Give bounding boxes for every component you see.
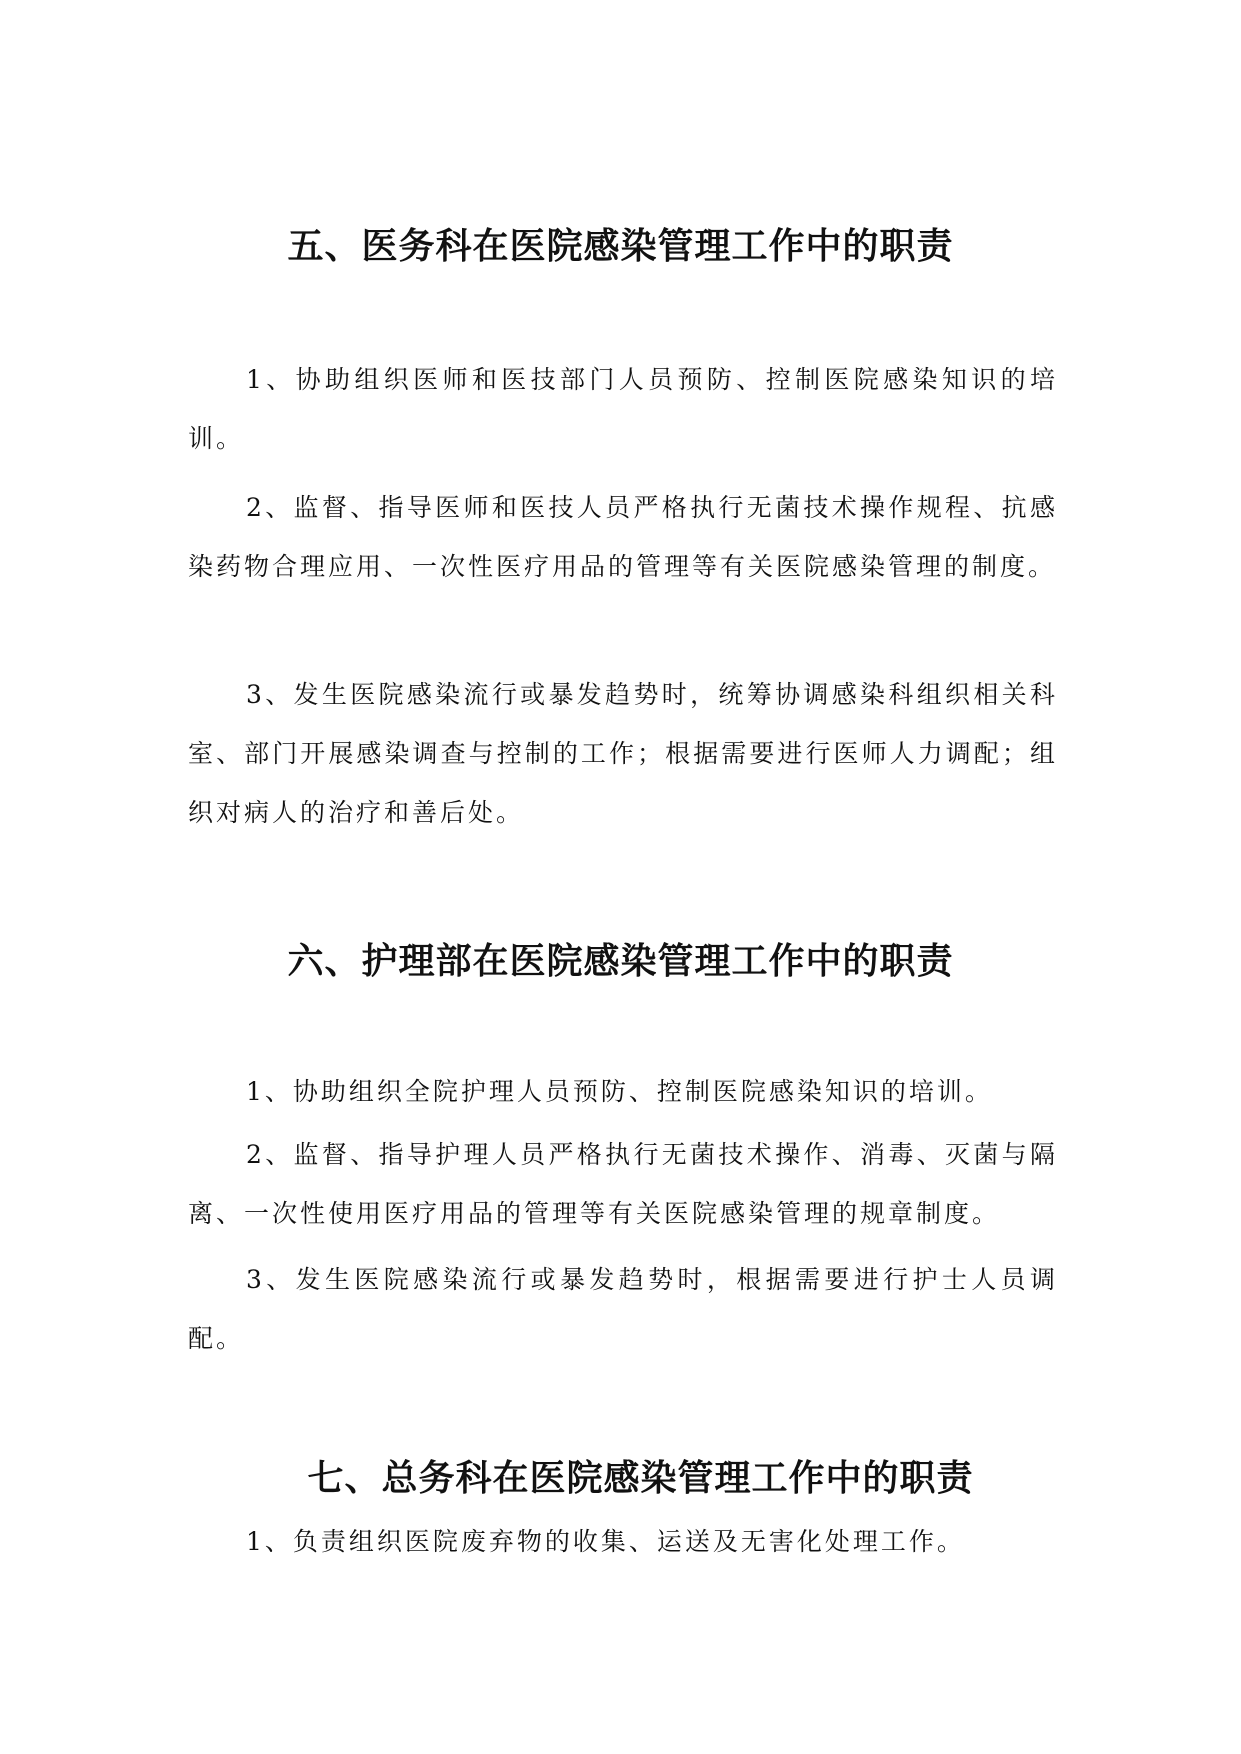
section-heading-6: 六、护理部在医院感染管理工作中的职责 bbox=[287, 941, 954, 982]
section-heading-7: 七、总务科在医院感染管理工作中的职责 bbox=[307, 1458, 974, 1499]
section-6-item-1: 1、协助组织全院护理人员预防、控制医院感染知识的培训。 bbox=[246, 1077, 993, 1106]
section-heading-5: 五、医务科在医院感染管理工作中的职责 bbox=[287, 226, 954, 267]
section-7-item-1: 1、负责组织医院废弃物的收集、运送及无害化处理工作。 bbox=[246, 1527, 965, 1556]
section-5-item-2: 2、监督、指导医师和医技人员严格执行无菌技术操作规程、抗感染药物合理应用、一次性医疗用品的管理等有关医院感染管理的制度。 bbox=[188, 493, 1058, 581]
section-5-item-1: 1、协助组织医师和医技部门人员预防、控制医院感染知识的培训。 bbox=[188, 365, 1058, 453]
section-6-item-3: 3、发生医院感染流行或暴发趋势时，根据需要进行护士人员调配。 bbox=[188, 1265, 1058, 1353]
section-5-item-3: 3、发生医院感染流行或暴发趋势时，统筹协调感染科组织相关科室、部门开展感染调查与控制的工作；根据需要进行医师人力调配；组织对病人的治疗和善后处。 bbox=[188, 680, 1058, 827]
section-6-item-2: 2、监督、指导护理人员严格执行无菌技术操作、消毒、灭菌与隔离、一次性使用医疗用品的管理等有关医院感染管理的规章制度。 bbox=[188, 1140, 1058, 1228]
